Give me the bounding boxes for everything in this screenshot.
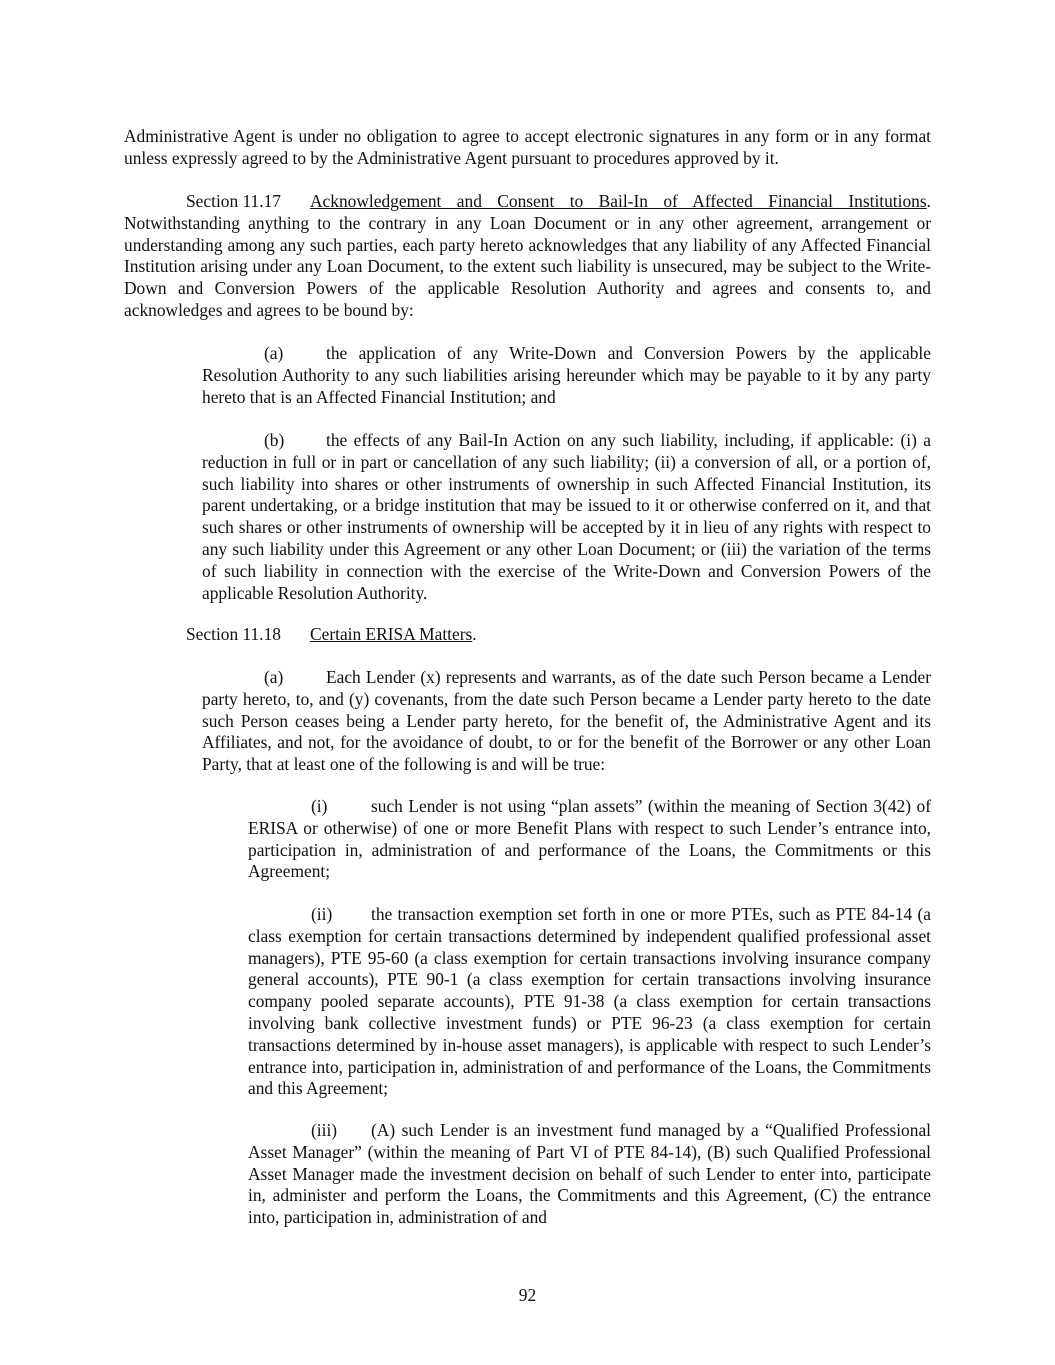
clause-11-18-a-text: Each Lender (x) represents and warrants, as of the date such Person became a Lender party hereto, to, and (y) covenants, from the date such Person became a Lender party hereto to the date such Person ceases being a Lender party hereto, for the benefit of, the Administrative Agent and its Affiliates, and not, for the avoidance of doubt, to or for the benefit of the Borrower or any other Loan Party, that at least one of the following is and will be true: — [202, 667, 931, 775]
clause-11-18-a-i — [248, 796, 931, 883]
section-11-17-title: Acknowledgement and Consent to Bail-In of Affected Financial Institutions — [310, 191, 927, 211]
clause-11-17-b-text: the effects of any Bail-In Action on any such liability, including, if applicable: (i) a reduction in full or in part or cancellation of any such liability; (ii) a conversion of all, or a portion of, such liability into shares or other instruments of ownership in such Affected Financial Institution, its parent undertaking, or a bridge institution that may be issued to it or otherwise conferred on it, and that such shares or other instruments of ownership will be accepted by it in lieu of any rights with respect to any such liability under this Agreement or any other Loan Document; or (iii) the variation of the terms of such liability in connection with the exercise of the Write-Down and Conversion Powers of the applicable Resolution Authority. — [202, 430, 931, 603]
section-11-17-paragraph — [124, 191, 931, 322]
section-11-18-title-period: . — [472, 624, 477, 644]
section-11-18-title: Certain ERISA Matters — [310, 624, 473, 644]
section-11-17-number: Section 11.17 — [186, 191, 281, 211]
clause-iii-label: (iii) — [311, 1120, 338, 1140]
clause-11-17-a-label: (a) — [264, 343, 284, 363]
clause-11-18-a-iii — [248, 1120, 931, 1229]
clause-11-17-b — [202, 430, 931, 604]
clause-11-17-a — [202, 343, 931, 408]
section-11-17-title-period: . — [926, 191, 931, 211]
page-number: 92 — [518, 1285, 537, 1305]
clause-i-label: (i) — [311, 796, 328, 816]
clause-i-text: such Lender is not using “plan assets” (within the meaning of Section 3(42) of ERISA or otherwise) of one or more Benefit Plans with respect to such Lender’s entrance into, participation in, administration of and performance of the Loans, the Commitments or this Agreement; — [248, 796, 931, 882]
clause-ii-label: (ii) — [311, 904, 333, 924]
section-11-18-heading — [124, 624, 931, 646]
paragraph-continuation: Administrative Agent is under no obligation to agree to accept electronic signatures in any form or in any format unless expressly agreed to by the Administrative Agent pursuant to procedures approved by it. — [124, 126, 931, 168]
clause-11-17-a-text: the application of any Write-Down and Conversion Powers by the applicable Resolution Authority to any such liabilities arising hereunder which may be payable to it by any party hereto that is an Affected Financial Institution; and — [202, 343, 931, 407]
clause-11-18-a-label: (a) — [264, 667, 284, 687]
section-11-17-body: Notwithstanding anything to the contrary in any Loan Document or in any other agreement, arrangement or understanding among any such parties, each party hereto acknowledges that any liability of any Affected Financial Institution arising under any Loan Document, to the extent such liability is unsecured, may be subject to the Write-Down and Conversion Powers of the applicable Resolution Authority and agrees and consents to, and acknowledges and agrees to be bound by: — [124, 212, 931, 320]
clause-11-18-a-ii — [248, 904, 931, 1100]
section-11-18-number: Section 11.18 — [186, 624, 281, 644]
clause-11-18-a — [202, 667, 931, 776]
clause-11-17-b-label: (b) — [264, 430, 285, 450]
clause-iii-text: (A) such Lender is an investment fund managed by a “Qualified Professional Asset Manager” (within the meaning of Part VI of PTE 84-14), (B) such Qualified Professional Asset Manager made the investment decision on behalf of such Lender to enter into, participate in, administer and perform the Loans, the Commitments and this Agreement, (C) the entrance into, participation in, administration of and — [248, 1120, 931, 1228]
clause-ii-text: the transaction exemption set forth in one or more PTEs, such as PTE 84-14 (a class exemption for certain transactions determined by independent qualified professional asset managers), PTE 95-60 (a class exemption for certain transactions involving insurance company general accounts), PTE 90-1 (a class exemption for certain transactions involving insurance company pooled separate accounts), PTE 91-38 (a class exemption for certain transactions involving bank collective investment funds) or PTE 96-23 (a class exemption for certain transactions determined by in-house asset managers), is applicable with respect to such Lender’s entrance into, participation in, administration of and performance of the Loans, the Commitments and this Agreement; — [248, 904, 931, 1099]
